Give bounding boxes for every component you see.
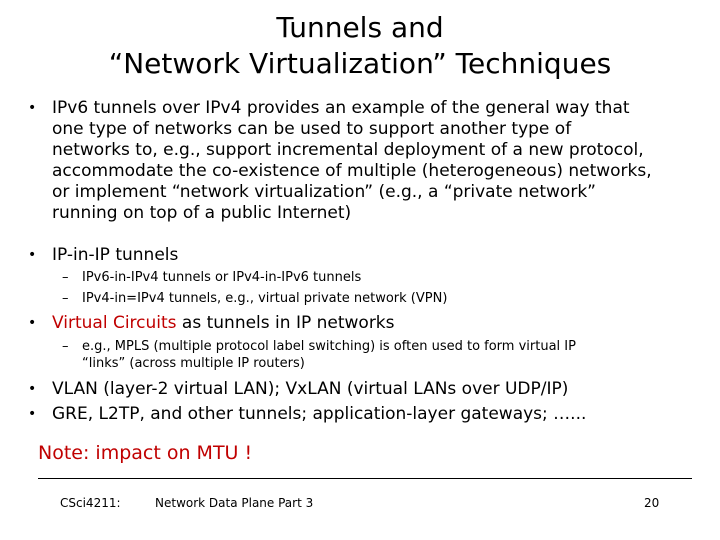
sub-bullet-text: IPv4-in=IPv4 tunnels, e.g., virtual private network (VPN): [82, 291, 448, 306]
sub-bullet-line: “links” (across multiple IP routers): [82, 356, 305, 371]
mtu-note: Note: impact on MTU !: [38, 442, 253, 464]
slide-title: [40, 10, 680, 82]
dash-icon: –: [62, 291, 69, 306]
bullet-dot-icon: •: [28, 247, 37, 263]
bullet-line: one type of networks can be used to support another type of: [52, 119, 572, 139]
dash-icon: –: [62, 270, 69, 285]
title-line-2: “Network Virtualization” Techniques: [108, 47, 612, 80]
bullet-line: running on top of a public Internet): [52, 203, 352, 223]
title-line-1: Tunnels and: [276, 11, 444, 44]
bullet-text: [52, 313, 704, 334]
sub-bullet-text: [82, 338, 702, 372]
footer-topic: Network Data Plane Part 3: [155, 496, 314, 510]
bullet-text: [52, 98, 704, 224]
bullet-text: IP-in-IP tunnels: [52, 245, 179, 265]
bullet-line: or implement “network virtualization” (e.g., a “private network”: [52, 182, 596, 202]
bullet-dot-icon: •: [28, 315, 37, 331]
bullet-dot-icon: •: [28, 381, 37, 397]
dash-icon: –: [62, 339, 69, 354]
sub-bullet-text: IPv6-in-IPv4 tunnels or IPv4-in-IPv6 tunnels: [82, 270, 362, 285]
bullet-text: GRE, L2TP, and other tunnels; application-layer gateways; …...: [52, 404, 587, 424]
bullet-line: IPv6 tunnels over IPv4 provides an example of the general way that: [52, 98, 630, 118]
bullet-dot-icon: •: [28, 406, 37, 422]
bullet-line: accommodate the co-existence of multiple (heterogeneous) networks,: [52, 161, 652, 181]
sub-bullet-line: e.g., MPLS (multiple protocol label switching) is often used to form virtual IP: [82, 339, 576, 354]
bullet-text-rest: as tunnels in IP networks: [176, 313, 395, 333]
bullet-line: networks to, e.g., support incremental deployment of a new protocol,: [52, 140, 644, 160]
footer-divider: [38, 478, 692, 479]
footer-page-number: 20: [644, 496, 660, 510]
bullet-dot-icon: •: [28, 100, 37, 116]
bullet-text: VLAN (layer-2 virtual LAN); VxLAN (virtual LANs over UDP/IP): [52, 379, 569, 399]
footer-course: CSci4211:: [60, 496, 121, 510]
virtual-circuits-highlight: Virtual Circuits: [52, 313, 177, 333]
